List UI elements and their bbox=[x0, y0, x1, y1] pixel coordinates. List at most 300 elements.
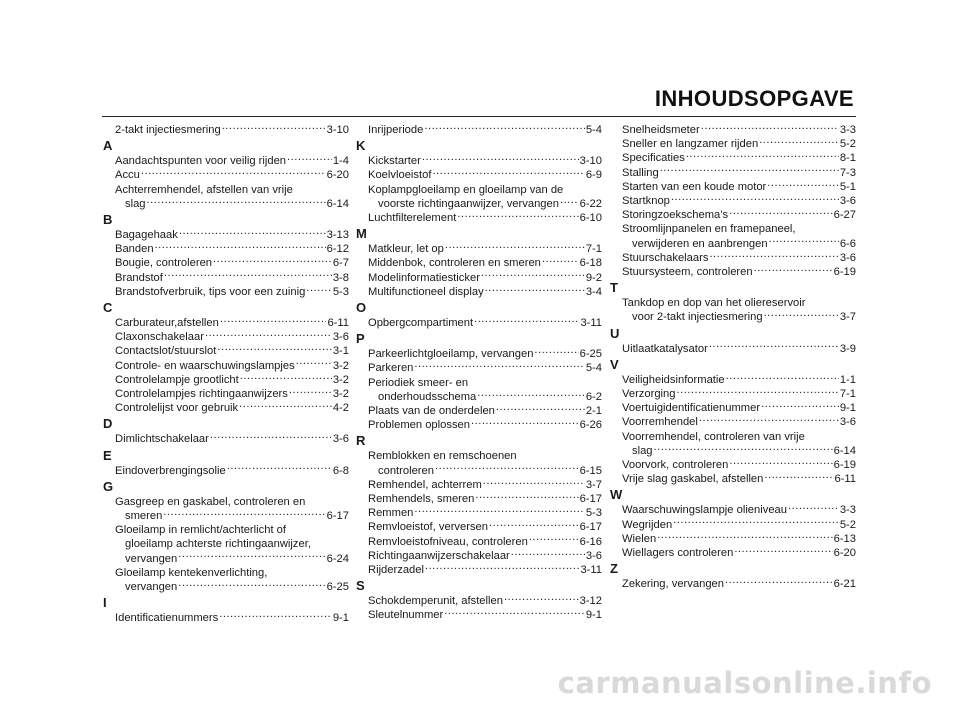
index-entry bbox=[103, 271, 349, 285]
index-entry-page: 7-1 bbox=[585, 243, 602, 256]
index-section-letter: I bbox=[103, 595, 107, 611]
index-entry bbox=[356, 563, 602, 577]
index-entry-text: Sneller en langzamer rijden bbox=[622, 138, 759, 151]
page-title: INHOUDSOPGAVE bbox=[654, 86, 854, 111]
index-entry-page: 6-18 bbox=[579, 257, 602, 270]
dot-leader bbox=[179, 228, 326, 238]
index-section-letter: P bbox=[356, 331, 365, 347]
index-entry-page: 3-6 bbox=[332, 331, 349, 344]
index-entry-text: Remblokken en remschoenen bbox=[368, 450, 517, 463]
index-entry bbox=[103, 566, 349, 594]
index-section-letter: Z bbox=[610, 561, 618, 577]
index-entry bbox=[610, 265, 856, 279]
index-entry-text: 2-takt injectiesmering bbox=[115, 124, 221, 136]
dot-leader bbox=[213, 256, 332, 266]
dot-leader bbox=[496, 404, 585, 414]
index-entry bbox=[103, 228, 349, 242]
index-section-letter: O bbox=[356, 300, 367, 316]
index-entry-page: 5-4 bbox=[585, 362, 602, 375]
index-entry bbox=[103, 285, 349, 299]
index-entry-page: 3-13 bbox=[326, 229, 349, 242]
index-entry-text: Gloeilamp kentekenverlichting, bbox=[115, 566, 268, 579]
index-entry bbox=[356, 520, 602, 534]
index-entry-text: Banden bbox=[115, 243, 154, 256]
index-entry-text: Plaats van de onderdelen bbox=[368, 405, 495, 418]
index-entry bbox=[610, 532, 856, 546]
index-entry-text: Stalling bbox=[622, 166, 659, 179]
dot-leader bbox=[788, 503, 839, 513]
dot-leader bbox=[676, 387, 838, 397]
index-entry-text: Periodiek smeer- en bbox=[368, 376, 469, 389]
index-entry bbox=[103, 432, 349, 446]
index-entry-text: Waarschuwingslampje olieniveau bbox=[622, 504, 787, 517]
dot-leader bbox=[725, 577, 833, 587]
dot-leader bbox=[764, 472, 833, 482]
index-entry-page: 6-11 bbox=[327, 317, 349, 330]
index-entry bbox=[610, 342, 856, 356]
index-entry-page: 6-17 bbox=[326, 510, 349, 523]
index-entry bbox=[610, 503, 856, 517]
index-entry bbox=[356, 154, 602, 168]
index-entry-text: controleren bbox=[378, 464, 434, 477]
index-entry-text: Snelheidsmeter bbox=[622, 124, 700, 136]
dot-leader bbox=[686, 151, 839, 161]
index-entry-page: 6-19 bbox=[833, 459, 856, 472]
dot-leader bbox=[529, 535, 579, 545]
index-entry-page: 2-1 bbox=[585, 405, 602, 418]
index-entry-page: 5-3 bbox=[332, 285, 349, 298]
index-entry bbox=[103, 344, 349, 358]
dot-leader bbox=[219, 611, 332, 621]
index-entry-page: 3-2 bbox=[332, 373, 349, 386]
dot-leader bbox=[701, 123, 839, 133]
index-entry bbox=[610, 222, 856, 250]
dot-leader bbox=[155, 242, 326, 252]
dot-leader bbox=[654, 444, 833, 454]
index-entry-text: Bougie, controleren bbox=[115, 257, 213, 270]
index-entry-text: Remhendel, achterrem bbox=[368, 478, 482, 491]
index-entry bbox=[103, 464, 349, 478]
index-entry-page: 6-27 bbox=[833, 209, 856, 222]
index-entry-page: 6-25 bbox=[579, 348, 602, 361]
dot-leader bbox=[287, 154, 332, 164]
index-entry-page: 4-2 bbox=[332, 402, 349, 415]
dot-leader bbox=[671, 194, 839, 204]
index-entry-page: 5-2 bbox=[839, 518, 856, 531]
index-section-letter: S bbox=[356, 578, 365, 594]
index-entry bbox=[356, 347, 602, 361]
dot-leader bbox=[239, 401, 332, 411]
dot-leader bbox=[457, 211, 578, 221]
index-entry-page: 3-6 bbox=[585, 549, 602, 562]
index-section-letter: E bbox=[103, 447, 112, 463]
index-entry-page: 3-7 bbox=[585, 478, 602, 491]
index-entry-text: Remmen bbox=[368, 507, 414, 520]
index-entry-page: 3-10 bbox=[326, 124, 349, 136]
index-entry bbox=[103, 154, 349, 168]
index-entry bbox=[103, 316, 349, 330]
index-entry-text: Contactslot/stuurslot bbox=[115, 345, 217, 358]
index-entry-text: Richtingaanwijzerschakelaar bbox=[368, 549, 510, 562]
dot-leader bbox=[489, 520, 579, 530]
index-entry-page: 9-1 bbox=[332, 612, 349, 625]
index-entry-text: Multifunctioneel display bbox=[368, 285, 484, 298]
index-entry-text: voor 2-takt injectiesmering bbox=[632, 311, 763, 324]
index-entry bbox=[356, 608, 602, 622]
index-entry-page: 3-3 bbox=[839, 124, 856, 136]
index-entry bbox=[610, 137, 856, 151]
index-entry-text: Stuursysteem, controleren bbox=[622, 266, 753, 279]
index-entry-page: 5-3 bbox=[585, 507, 602, 520]
index-entry bbox=[610, 194, 856, 208]
dot-leader bbox=[673, 518, 839, 528]
index-entry bbox=[610, 546, 856, 560]
index-entry-text: Remvloeistofniveau, controleren bbox=[368, 535, 528, 548]
index-entry-page: 6-21 bbox=[833, 578, 856, 591]
dot-leader bbox=[424, 123, 584, 133]
dot-leader bbox=[660, 166, 839, 176]
index-entry-text: Wegrijden bbox=[622, 518, 673, 531]
dot-leader bbox=[471, 418, 579, 428]
index-entry-text: Specificaties bbox=[622, 152, 685, 165]
index-entry-page: 6-6 bbox=[839, 237, 856, 250]
index-entry-page: 6-10 bbox=[579, 212, 602, 225]
index-entry-page: 6-15 bbox=[579, 464, 602, 477]
dot-leader bbox=[534, 347, 578, 357]
index-entry bbox=[356, 361, 602, 375]
index-entry-text: slag bbox=[125, 197, 146, 210]
index-entry-text: verwijderen en aanbrengen bbox=[632, 237, 768, 250]
dot-leader bbox=[560, 197, 579, 207]
index-entry bbox=[103, 330, 349, 344]
dot-leader bbox=[542, 256, 579, 266]
dot-leader bbox=[164, 271, 332, 281]
index-entry-text: Vrije slag gaskabel, afstellen bbox=[622, 473, 764, 486]
index-entry-text: slag bbox=[632, 444, 653, 457]
index-entry-page: 6-9 bbox=[585, 169, 602, 182]
index-entry bbox=[610, 208, 856, 222]
index-entry-page: 3-6 bbox=[839, 195, 856, 208]
dot-leader bbox=[445, 242, 585, 252]
index-entry-text: Aandachtspunten voor veilig rijden bbox=[115, 155, 287, 168]
index-entry-text: Tankdop en dop van het oliereservoir bbox=[622, 297, 806, 310]
index-entry bbox=[356, 316, 602, 330]
index-entry bbox=[356, 285, 602, 299]
index-entry bbox=[103, 387, 349, 401]
dot-leader bbox=[764, 310, 839, 320]
index-entry bbox=[356, 271, 602, 285]
dot-leader bbox=[425, 563, 579, 573]
index-entry-text: Parkeerlichtgloeilamp, vervangen bbox=[368, 348, 534, 361]
index-section-letter: D bbox=[103, 416, 113, 432]
index-entry-page: 3-12 bbox=[579, 595, 602, 608]
index-entry-page: 3-7 bbox=[839, 311, 856, 324]
index-entry-page: 3-11 bbox=[580, 317, 602, 330]
index-entry bbox=[356, 123, 602, 137]
dot-leader bbox=[422, 154, 579, 164]
index-entry bbox=[356, 418, 602, 432]
index-entry bbox=[103, 373, 349, 387]
index-entry bbox=[356, 242, 602, 256]
dot-leader bbox=[444, 608, 585, 618]
index-entry bbox=[610, 296, 856, 324]
dot-leader bbox=[414, 506, 584, 516]
index-entry-text: Identificatienummers bbox=[115, 612, 219, 625]
index-entry-page: 5-4 bbox=[585, 124, 602, 136]
index-entry-text: Brandstofverbruik, tips voor een zuinig bbox=[115, 285, 306, 298]
dot-leader bbox=[414, 361, 584, 371]
index-entry bbox=[356, 506, 602, 520]
index-entry bbox=[610, 123, 856, 137]
index-entry bbox=[610, 180, 856, 194]
index-entry-page: 9-2 bbox=[585, 271, 602, 284]
index-entry-text: Veiligheidsinformatie bbox=[622, 373, 725, 386]
index-entry-text: Accu bbox=[115, 169, 140, 182]
index-entry-page: 6-22 bbox=[579, 197, 602, 210]
index-entry-text: Parkeren bbox=[368, 362, 414, 375]
dot-leader bbox=[141, 168, 326, 178]
index-entry bbox=[356, 211, 602, 225]
dot-leader bbox=[485, 285, 585, 295]
index-entry bbox=[356, 478, 602, 492]
index-entry-page: 3-6 bbox=[839, 416, 856, 429]
index-entry-page: 6-14 bbox=[833, 444, 856, 457]
index-entry bbox=[103, 242, 349, 256]
index-entry-text: Stuurschakelaars bbox=[622, 251, 709, 264]
index-entry-page: 3-2 bbox=[332, 388, 349, 401]
dot-leader bbox=[205, 330, 332, 340]
index-entry-text: Rijderzadel bbox=[368, 564, 424, 577]
index-entry-page: 8-1 bbox=[839, 152, 856, 165]
index-entry-text: Voertuigidentificatienummer bbox=[622, 402, 761, 415]
index-entry bbox=[610, 166, 856, 180]
index-entry-text: Remhendels, smeren bbox=[368, 493, 475, 506]
index-entry bbox=[103, 401, 349, 415]
index-entry-page: 3-2 bbox=[332, 359, 349, 372]
index-entry-text: Startknop bbox=[622, 195, 670, 208]
index-entry-page: 6-20 bbox=[326, 169, 349, 182]
index-entry-text: Luchtfilterelement bbox=[368, 212, 457, 225]
index-entry-page: 6-17 bbox=[579, 521, 602, 534]
index-entry-text: Middenbok, controleren en smeren bbox=[368, 257, 541, 270]
index-entry-page: 6-19 bbox=[833, 266, 856, 279]
index-entry-page: 3-4 bbox=[585, 285, 602, 298]
index-entry-text: Opbergcompartiment bbox=[368, 317, 474, 330]
dot-leader bbox=[220, 316, 327, 326]
index-entry bbox=[103, 168, 349, 182]
index-section-letter: U bbox=[610, 325, 620, 341]
dot-leader bbox=[759, 137, 839, 147]
index-entry-text: Controle- en waarschuwingslampjes bbox=[115, 359, 295, 372]
index-entry-text: gloeilamp achterste richtingaanwijzer, bbox=[125, 538, 311, 551]
index-entry-page: 3-11 bbox=[580, 564, 602, 577]
index-entry-text: Brandstof bbox=[115, 271, 163, 284]
dot-leader bbox=[289, 387, 332, 397]
index-entry bbox=[610, 472, 856, 486]
dot-leader bbox=[657, 532, 832, 542]
index-entry-text: Voorremhendel, controleren van vrije bbox=[622, 430, 805, 443]
index-section-letter: B bbox=[103, 212, 113, 228]
dot-leader bbox=[729, 458, 832, 468]
index-section-letter: K bbox=[356, 138, 366, 154]
dot-leader bbox=[178, 552, 325, 562]
index-entry-page: 6-2 bbox=[585, 390, 602, 403]
index-entry-page: 6-8 bbox=[332, 464, 349, 477]
index-entry-text: Storingzoekschema’s bbox=[622, 209, 729, 222]
index-entry-page: 6-14 bbox=[326, 197, 349, 210]
dot-leader bbox=[178, 580, 325, 590]
index-entry-text: Koplampgloeilamp en gloeilamp van de bbox=[368, 183, 564, 196]
dot-leader bbox=[477, 390, 585, 400]
index-entry-page: 9-1 bbox=[585, 609, 602, 622]
watermark: carmanualsonline.info bbox=[557, 666, 932, 700]
dot-leader bbox=[296, 359, 332, 369]
index-entry bbox=[356, 549, 602, 563]
dot-leader bbox=[726, 373, 839, 383]
index-entry-page: 6-12 bbox=[326, 243, 349, 256]
index-section-letter: G bbox=[103, 478, 114, 494]
index-entry-text: onderhoudsschema bbox=[378, 390, 477, 403]
index-entry-text: Problemen oplossen bbox=[368, 419, 470, 432]
dot-leader bbox=[240, 373, 332, 383]
index-entry-text: Controlelampjes richtingaanwijzers bbox=[115, 388, 288, 401]
index-entry bbox=[103, 611, 349, 625]
dot-leader bbox=[147, 197, 326, 207]
index-entry bbox=[610, 401, 856, 415]
index-entry bbox=[610, 458, 856, 472]
index-section-letter: V bbox=[610, 356, 619, 372]
index-entry-page: 3-6 bbox=[332, 433, 349, 446]
index-entry-page: 6-20 bbox=[833, 547, 856, 560]
index-section-letter: A bbox=[103, 138, 113, 154]
index-entry bbox=[610, 577, 856, 591]
index-entry-page: 6-24 bbox=[326, 552, 349, 565]
index-entry-page: 3-3 bbox=[839, 504, 856, 517]
dot-leader bbox=[699, 415, 839, 425]
index-entry-text: Kickstarter bbox=[368, 155, 421, 168]
index-entry-page: 6-11 bbox=[834, 473, 856, 486]
index-entry-page: 6-16 bbox=[579, 535, 602, 548]
index-entry bbox=[103, 495, 349, 523]
index-entry bbox=[103, 183, 349, 211]
index-section-letter: C bbox=[103, 300, 113, 316]
index-entry-text: Starten van een koude motor bbox=[622, 180, 767, 193]
index-entry bbox=[356, 449, 602, 477]
index-entry bbox=[356, 256, 602, 270]
index-entry-text: Controlelampje grootlicht bbox=[115, 373, 239, 386]
index-entry-text: Schokdemperunit, afstellen bbox=[368, 595, 503, 608]
dot-leader bbox=[210, 432, 332, 442]
dot-leader bbox=[474, 316, 579, 326]
index-entry bbox=[610, 430, 856, 458]
index-entry bbox=[610, 251, 856, 265]
index-entry-text: voorste richtingaanwijzer, vervangen bbox=[378, 197, 559, 210]
index-entry-text: Uitlaatkatalysator bbox=[622, 342, 708, 355]
index-section-letter: W bbox=[610, 487, 623, 503]
index-entry-text: Stroomlijnpanelen en framepaneel, bbox=[622, 223, 796, 236]
dot-leader bbox=[163, 509, 325, 519]
index-entry-page: 5-2 bbox=[839, 138, 856, 151]
index-entry bbox=[610, 387, 856, 401]
index-entry-page: 6-17 bbox=[579, 493, 602, 506]
dot-leader bbox=[729, 208, 832, 218]
index-entry-text: Sleutelnummer bbox=[368, 609, 444, 622]
index-entry-page: 9-1 bbox=[839, 402, 856, 415]
index-entry-text: Carburateur,afstellen bbox=[115, 317, 219, 330]
index-entry bbox=[610, 518, 856, 532]
index-entry-text: Gasgreep en gaskabel, controleren en bbox=[115, 495, 306, 508]
index-entry bbox=[356, 376, 602, 404]
index-entry bbox=[356, 492, 602, 506]
index-entry-page: 6-7 bbox=[332, 257, 349, 270]
index-entry bbox=[356, 404, 602, 418]
index-section-letter: R bbox=[356, 433, 366, 449]
dot-leader bbox=[475, 492, 578, 502]
dot-leader bbox=[761, 401, 839, 411]
dot-leader bbox=[227, 464, 332, 474]
dot-leader bbox=[504, 594, 579, 604]
index-column-1 bbox=[103, 123, 349, 625]
index-entry-page: 3-9 bbox=[839, 342, 856, 355]
index-entry-page: 3-6 bbox=[839, 251, 856, 264]
index-entry-page: 5-1 bbox=[839, 180, 856, 193]
dot-leader bbox=[306, 285, 332, 295]
dot-leader bbox=[734, 546, 832, 556]
index-entry-text: Voorvork, controleren bbox=[622, 459, 729, 472]
index-entry-text: Voorremhendel bbox=[622, 416, 698, 429]
index-entry-page: 6-13 bbox=[833, 532, 856, 545]
dot-leader bbox=[483, 478, 585, 488]
index-entry bbox=[356, 535, 602, 549]
index-entry-page: 7-3 bbox=[839, 166, 856, 179]
index-section-letter: M bbox=[356, 226, 367, 242]
index-entry-page: 3-10 bbox=[579, 155, 602, 168]
index-entry-text: smeren bbox=[125, 510, 163, 523]
dot-leader bbox=[432, 168, 584, 178]
index-entry-page: 3-1 bbox=[332, 345, 349, 358]
dot-leader bbox=[217, 344, 331, 354]
index-entry bbox=[103, 523, 349, 566]
index-entry-text: vervangen bbox=[125, 552, 178, 565]
index-entry bbox=[356, 594, 602, 608]
index-entry bbox=[103, 123, 349, 137]
index-entry bbox=[103, 256, 349, 270]
index-entry bbox=[610, 151, 856, 165]
index-entry-text: Remvloeistof, verversen bbox=[368, 521, 488, 534]
index-entry bbox=[356, 183, 602, 211]
index-entry-text: Eindoverbrengingsolie bbox=[115, 464, 226, 477]
index-column-2 bbox=[356, 123, 602, 623]
index-entry-page: 1-1 bbox=[839, 373, 856, 386]
index-entry-text: Modelinformatiesticker bbox=[368, 271, 480, 284]
index-column-3 bbox=[610, 123, 856, 591]
dot-leader bbox=[222, 123, 326, 133]
dot-leader bbox=[435, 464, 579, 474]
index-entry-text: Wielen bbox=[622, 532, 657, 545]
index-entry bbox=[103, 359, 349, 373]
index-entry-text: Bagagehaak bbox=[115, 229, 178, 242]
dot-leader bbox=[754, 265, 833, 275]
dot-leader bbox=[767, 180, 839, 190]
index-entry-text: Matkleur, let op bbox=[368, 243, 444, 256]
index-entry-text: Wiellagers controleren bbox=[622, 547, 734, 560]
index-entry-text: Inrijperiode bbox=[368, 124, 424, 136]
dot-leader bbox=[511, 549, 585, 559]
index-entry-text: Controlelijst voor gebruik bbox=[115, 402, 239, 415]
index-entry-text: Verzorging bbox=[622, 388, 676, 401]
index-section-letter: T bbox=[610, 280, 618, 296]
index-entry bbox=[356, 168, 602, 182]
